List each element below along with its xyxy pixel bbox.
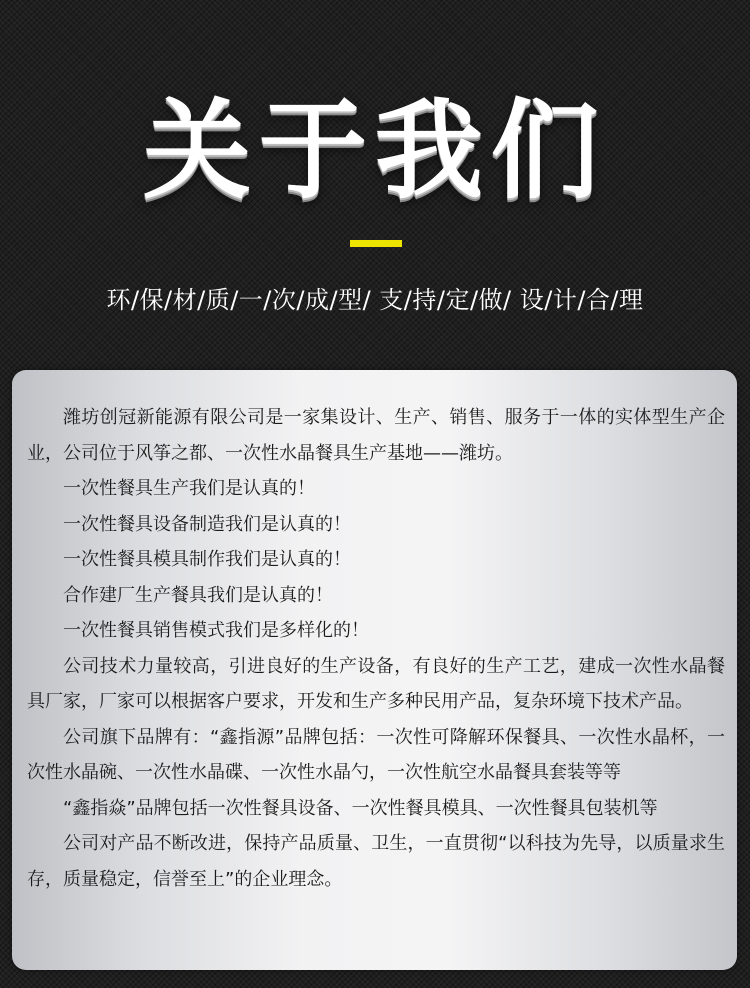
brand-xinzhiyan-paragraph: “鑫指焱”品牌包括一次性餐具设备、一次性餐具模具、一次性餐具包装机等 <box>63 797 658 819</box>
slogan-production: 一次性餐具生产我们是认真的！ <box>63 478 315 499</box>
technology-paragraph: 公司技术力量较高，引进良好的生产设备，有良好的生产工艺，建成一次性水晶餐具厂家，厂家可以根据客户要求，开发和生产多种民用产品，复杂环境下技术产品。 <box>27 655 725 712</box>
intro-paragraph: 潍坊创冠新能源有限公司是一家集设计、生产、销售、服务于一体的实体型生产企业，公司位于风筝之都、一次性水晶餐具生产基地——潍坊。 <box>27 407 725 464</box>
brands-paragraph: 公司旗下品牌有：“鑫指源”品牌包括：一次性可降解环保餐具、一次性水晶杯，一次性水晶碗、一次性水晶碟、一次性水晶勺，一次性航空水晶餐具套装等等 <box>27 726 725 783</box>
about-card <box>12 370 737 970</box>
slogan-equipment: 一次性餐具设备制造我们是认真的！ <box>63 513 351 535</box>
slogan-molds: 一次性餐具模具制作我们是认真的！ <box>63 549 351 570</box>
slogan-factory: 合作建厂生产餐具我们是认真的！ <box>63 584 333 606</box>
tagline: 环/保/材/质/一/次/成/型/ 支/持/定/做/ 设/计/合/理 <box>106 286 644 314</box>
accent-bar <box>350 240 402 247</box>
philosophy-paragraph: 公司对产品不断改进，保持产品质量、卫生，一直贯彻“以科技为先导，以质量求生存，质量稳定，信誉至上”的企业理念。 <box>27 833 725 890</box>
slogan-sales: 一次性餐具销售模式我们是多样化的！ <box>63 620 369 641</box>
page-title: 关于我们 <box>142 89 607 214</box>
